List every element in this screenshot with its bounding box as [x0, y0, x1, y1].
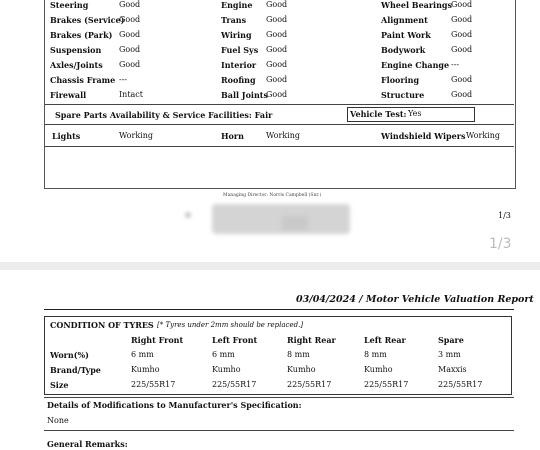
tyre-cell: Kumho — [364, 365, 393, 374]
page-number-small: 1/3 — [498, 211, 511, 220]
condition-value: Good — [119, 60, 141, 69]
condition-label: Chassis Frame — [50, 75, 116, 85]
tyre-col-header: Spare — [438, 335, 464, 345]
dot-mark — [186, 213, 190, 217]
general-remarks-title: General Remarks: — [47, 439, 128, 449]
condition-label: Paint Work — [381, 30, 431, 40]
tyre-cell: 6 mm — [131, 350, 154, 359]
condition-label: Fuel Sys — [221, 45, 259, 55]
report-header: 03/04/2024 / Motor Vehicle Valuation Report — [296, 294, 534, 305]
report-page-2 — [0, 270, 540, 450]
condition-value: Good — [266, 30, 288, 39]
condition-value: Good — [266, 0, 288, 9]
condition-value: Good — [451, 15, 473, 24]
section-divider — [45, 124, 514, 125]
condition-label: Trans — [221, 15, 247, 25]
watermark-stamp — [212, 204, 350, 234]
condition-label: Structure — [381, 90, 425, 100]
condition-label: Brakes (Service) — [50, 15, 125, 25]
tyre-cell: Kumho — [212, 365, 241, 374]
tyre-row-label: Brand/Type — [50, 365, 101, 375]
condition-label: Bodywork — [381, 45, 426, 55]
condition-label: Wheel Bearings — [381, 0, 453, 10]
condition-label: Suspension — [50, 45, 102, 55]
tyre-cell: 225/55R17 — [212, 380, 257, 389]
vehicle-test-box — [347, 107, 475, 122]
tyre-cell: 8 mm — [287, 350, 310, 359]
condition-value: --- — [119, 75, 128, 84]
condition-label: Interior — [221, 60, 257, 70]
section-divider — [44, 397, 514, 398]
condition-value: Good — [266, 45, 288, 54]
condition-value: Good — [451, 90, 473, 99]
condition-value: Good — [451, 30, 473, 39]
spare-parts-line: Spare Parts Availability & Service Facilities: Fair — [55, 110, 273, 120]
tyres-note: [* Tyres under 2mm should be replaced.] — [157, 321, 304, 329]
condition-label: Roofing — [221, 75, 256, 85]
condition-label: Flooring — [381, 75, 420, 85]
tyre-col-header: Left Rear — [364, 335, 406, 345]
condition-value: Good — [451, 75, 473, 84]
condition-value: Good — [119, 30, 141, 39]
tyre-cell: 225/55R17 — [364, 380, 409, 389]
header-rule — [44, 309, 514, 310]
modifications-title: Details of Modifications to Manufacturer's Specification: — [47, 400, 302, 410]
page-number-large: 1/3 — [489, 236, 512, 252]
tyres-title: CONDITION OF TYRES — [50, 320, 154, 330]
tyre-col-header: Right Rear — [287, 335, 336, 345]
lights-label: Lights — [52, 131, 81, 141]
condition-value: Good — [119, 15, 141, 24]
tyre-row-label: Size — [50, 380, 69, 390]
wipers-label: Windshield Wipers — [381, 131, 466, 141]
tyre-cell: 6 mm — [212, 350, 235, 359]
tyre-cell: 225/55R17 — [287, 380, 332, 389]
condition-value: Intact — [119, 90, 143, 99]
condition-value: Good — [266, 75, 288, 84]
condition-label: Alignment — [381, 15, 428, 25]
vehicle-test-value: Yes — [408, 109, 422, 118]
condition-value: Good — [451, 45, 473, 54]
condition-value: Good — [119, 0, 141, 9]
tyre-cell: Maxxis — [438, 365, 467, 374]
condition-value: Good — [451, 0, 473, 9]
section-divider — [44, 430, 514, 431]
lights-value: Working — [119, 131, 153, 140]
condition-value: Good — [119, 45, 141, 54]
tyre-cell: Kumho — [287, 365, 316, 374]
tyre-col-header: Left Front — [212, 335, 258, 345]
tyre-cell: Kumho — [131, 365, 160, 374]
horn-label: Horn — [221, 131, 244, 141]
tyre-col-header: Right Front — [131, 335, 184, 345]
condition-value: Good — [266, 60, 288, 69]
condition-value: --- — [451, 60, 460, 69]
tyre-row-label: Worn(%) — [50, 350, 89, 360]
tyre-cell: 225/55R17 — [131, 380, 176, 389]
tyre-cell: 8 mm — [364, 350, 387, 359]
condition-label: Steering — [50, 0, 89, 10]
section-divider — [45, 104, 514, 105]
modifications-value: None — [47, 416, 69, 425]
condition-label: Engine Change — [381, 60, 450, 70]
wipers-value: Working — [466, 131, 500, 140]
tyre-cell: 3 mm — [438, 350, 461, 359]
signature-line: Managing Director: Norris Campbell (Snr.) — [223, 193, 322, 198]
condition-label: Axles/Joints — [50, 60, 103, 70]
condition-label: Firewall — [50, 90, 87, 100]
condition-value: Good — [266, 15, 288, 24]
section-divider — [45, 146, 514, 147]
page-gap — [0, 262, 540, 270]
vehicle-test-label: Vehicle Test: — [350, 109, 407, 119]
condition-label: Ball Joints — [221, 90, 268, 100]
tyre-cell: 225/55R17 — [438, 380, 483, 389]
condition-label: Brakes (Park) — [50, 30, 113, 40]
watermark-mark — [282, 216, 308, 230]
condition-value: Good — [266, 90, 288, 99]
condition-label: Wiring — [221, 30, 252, 40]
condition-label: Engine — [221, 0, 253, 10]
horn-value: Working — [266, 131, 300, 140]
